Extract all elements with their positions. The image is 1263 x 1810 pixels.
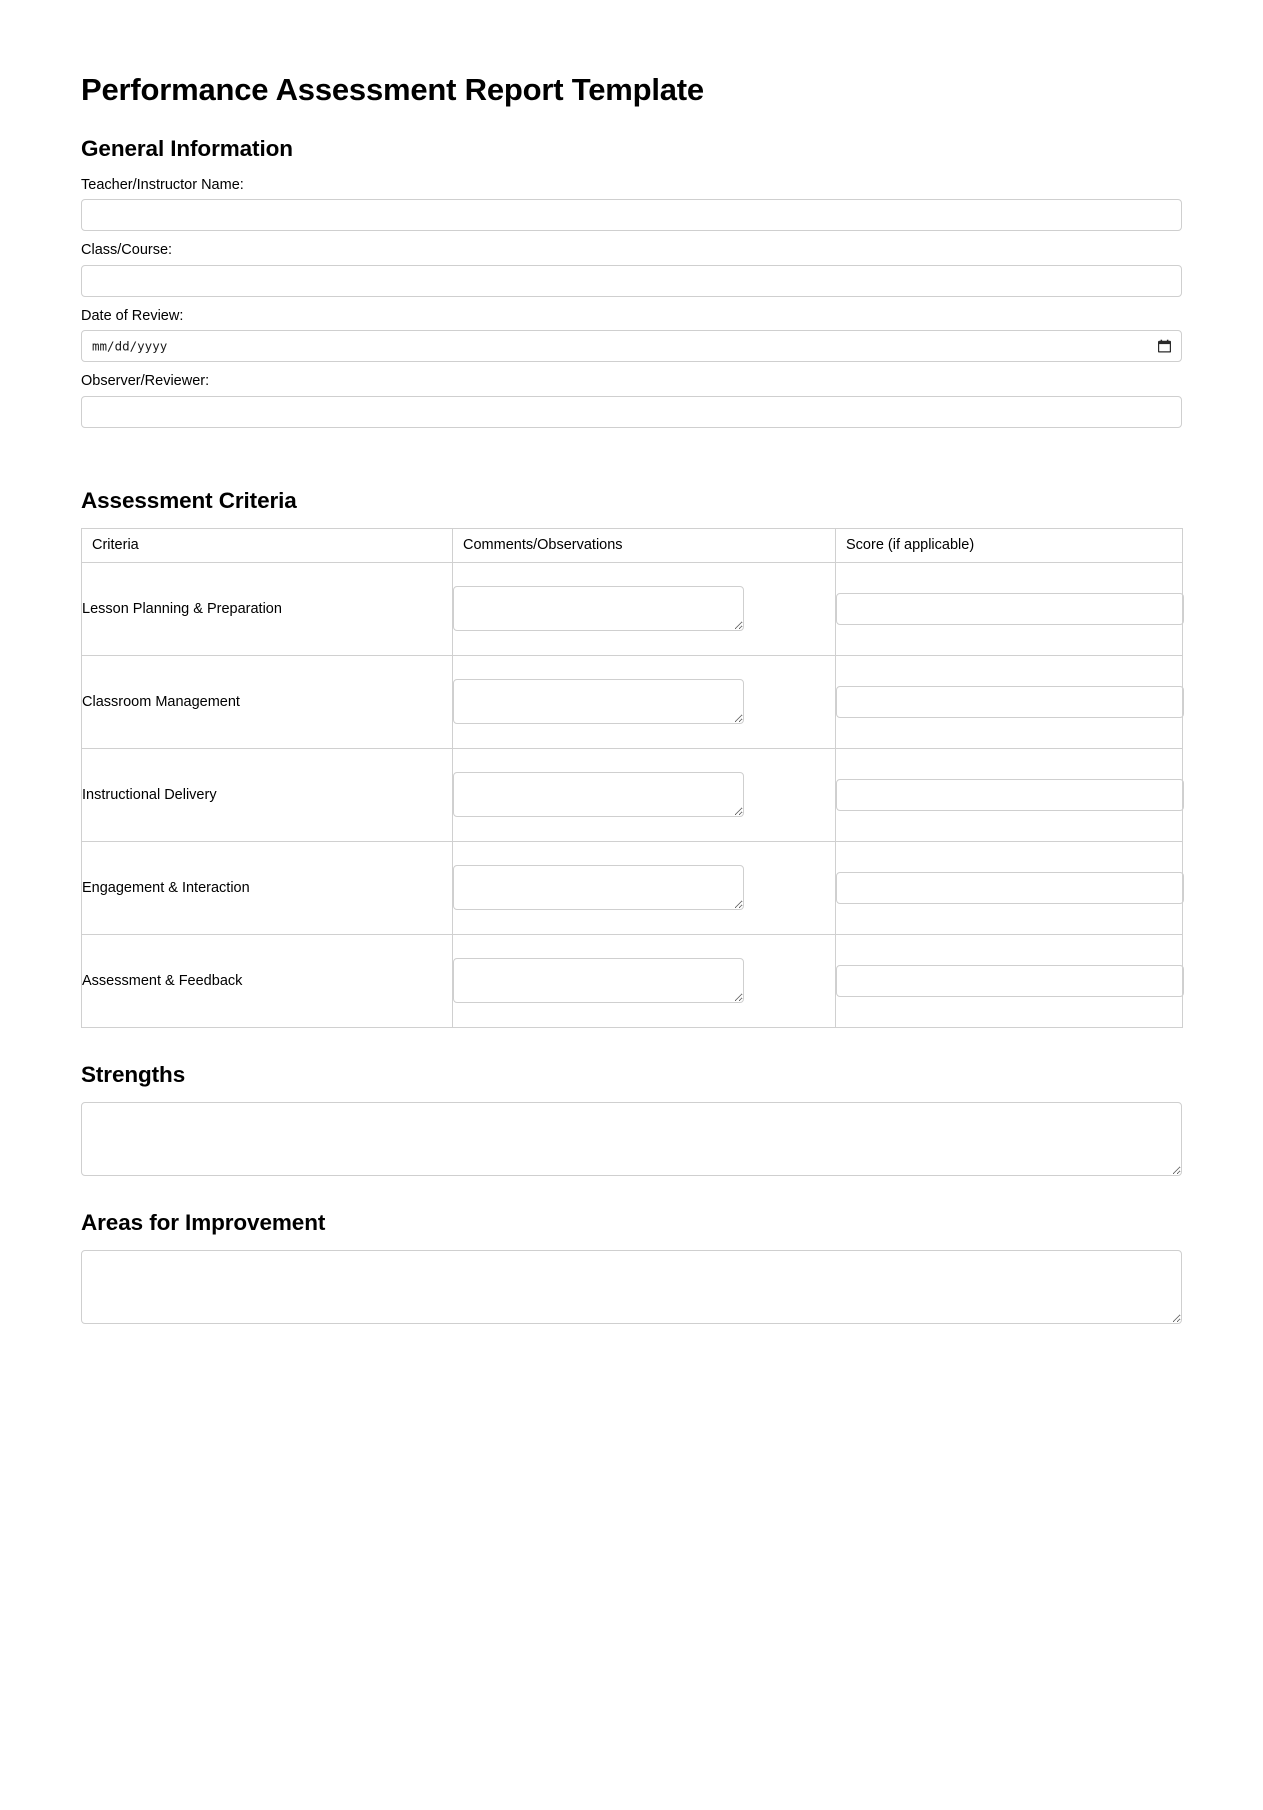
date-of-review-wrapper [81,330,1182,362]
score-input-instructional-delivery[interactable] [836,779,1184,811]
label-date-of-review: Date of Review: [81,307,184,324]
label-teacher-instructor-name: Teacher/Instructor Name: [81,176,244,193]
areas-for-improvement-textarea[interactable] [81,1250,1182,1324]
table-row [82,655,1183,748]
label-observer-reviewer: Observer/Reviewer: [81,373,210,390]
class-course-input[interactable] [81,265,1182,297]
column-header-comments: Comments/Observations [453,528,836,562]
comments-textarea-instructional-delivery[interactable] [453,772,744,817]
comments-textarea-assessment-feedback[interactable] [453,958,744,1003]
section-heading-areas-for-improvement: Areas for Improvement [81,1209,326,1235]
table-row [82,562,1183,655]
section-heading-strengths: Strengths [81,1061,186,1087]
table-row [82,748,1183,841]
score-input-engagement-interaction[interactable] [836,872,1184,904]
table-row [82,841,1183,934]
comments-cell [453,934,836,1027]
criteria-label-assessment-feedback: Assessment & Feedback [82,934,453,1027]
score-cell [836,655,1183,748]
criteria-label-lesson-planning: Lesson Planning & Preparation [82,562,453,655]
score-cell [836,748,1183,841]
criteria-label-classroom-management: Classroom Management [82,655,453,748]
comments-textarea-engagement-interaction[interactable] [453,865,744,910]
field-group-date-of-review [81,307,1182,363]
table-body [82,562,1183,1027]
comments-cell [453,841,836,934]
score-cell [836,934,1183,1027]
comments-cell [453,562,836,655]
column-header-criteria: Criteria [82,528,453,562]
date-format-hint: mm/dd/yyyy [92,338,168,354]
comments-cell [453,655,836,748]
section-heading-assessment-criteria: Assessment Criteria [81,487,297,513]
page-title: Performance Assessment Report Template [81,72,704,107]
label-class-course: Class/Course: [81,242,173,259]
observer-reviewer-input[interactable] [81,396,1182,428]
table-header [82,528,1183,562]
teacher-instructor-name-input[interactable] [81,199,1182,231]
assessment-criteria-table [81,528,1183,1028]
field-group-class-course [81,241,1182,297]
section-spacer [81,438,1182,460]
criteria-label-engagement-interaction: Engagement & Interaction [82,841,453,934]
field-group-observer-reviewer [81,372,1182,428]
table-header-row [82,528,1183,562]
criteria-label-instructional-delivery: Instructional Delivery [82,748,453,841]
score-cell [836,841,1183,934]
section-heading-general-information: General Information [81,135,293,161]
score-input-classroom-management[interactable] [836,686,1184,718]
date-of-review-input[interactable] [81,330,1182,362]
score-cell [836,562,1183,655]
score-input-lesson-planning[interactable] [836,593,1184,625]
comments-textarea-lesson-planning[interactable] [453,586,744,631]
strengths-textarea[interactable] [81,1102,1182,1176]
column-header-score: Score (if applicable) [836,528,1183,562]
score-input-assessment-feedback[interactable] [836,965,1184,997]
comments-cell [453,748,836,841]
comments-textarea-classroom-management[interactable] [453,679,744,724]
field-group-teacher-instructor-name [81,176,1182,232]
table-row [82,934,1183,1027]
